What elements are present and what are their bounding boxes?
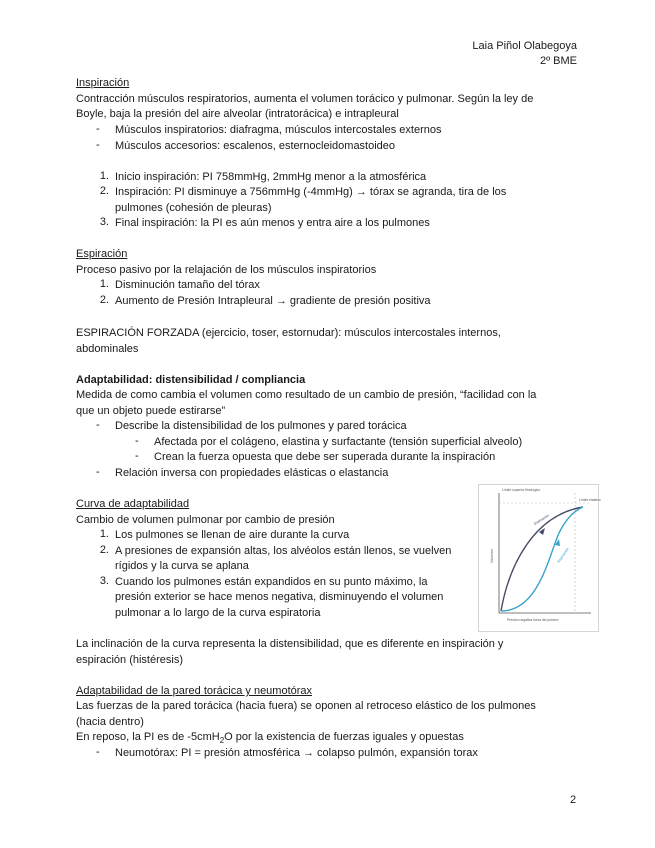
list-number: 1. xyxy=(99,170,109,182)
paragraph-line: Las fuerzas de la pared torácica (hacia fuera) se oponen al retroceso elástico de los pulmones xyxy=(76,700,536,712)
sub-bullet-item: Crean la fuerza opuesta que debe ser superada durante la inspiración xyxy=(154,451,496,463)
author-name: Laia Piñol Olabegoya xyxy=(472,40,577,52)
list-item: Disminución tamaño del tórax xyxy=(115,279,260,291)
compliance-curve-figure xyxy=(478,484,599,632)
page-number: 2 xyxy=(570,794,577,806)
section-title-adaptabilidad: Adaptabilidad: distensibilidad / compliancia xyxy=(76,374,306,386)
subscript-2: 2 xyxy=(219,736,225,746)
expiration-label: Espiración xyxy=(533,513,550,526)
compliance-curve-graphic xyxy=(479,485,601,631)
paragraph-line: ESPIRACIÓN FORZADA (ejercicio, toser, estornudar): músculos intercostales internos, xyxy=(76,327,501,339)
paragraph-line: que un objeto puede estirarse” xyxy=(76,405,226,417)
bullet-item: Músculos inspiratorios: diafragma, músculos intercostales externos xyxy=(115,124,442,136)
paragraph-line: abdominales xyxy=(76,343,139,355)
section-title-inspiracion: Inspiración xyxy=(76,77,130,89)
list-item: Inicio inspiración: PI 758mmHg, 2mmHg menor a la atmosférica xyxy=(115,171,427,183)
list-number: 2. xyxy=(99,294,109,306)
bullet-dash: - xyxy=(96,139,100,151)
course-label: 2º BME xyxy=(539,55,577,67)
bullet-item: Describe la distensibilidad de los pulmones y pared torácica xyxy=(115,420,407,432)
list-item: Los pulmones se llenan de aire durante la curva xyxy=(115,529,350,541)
list-item-continued: presión exterior se hace menos negativa, disminuyendo el volumen xyxy=(115,591,444,603)
bullet-item: Músculos accesorios: escalenos, esternocleidomastoideo xyxy=(115,140,396,152)
section-title-espiracion: Espiración xyxy=(76,248,128,260)
list-number: 3. xyxy=(99,575,109,587)
x-axis-label: Presión negativa fuera del pulmón xyxy=(507,618,559,622)
bullet-item: Neumotórax: PI = presión atmosférica → colapso pulmón, expansión torax xyxy=(115,747,478,759)
bullet-dash: - xyxy=(96,746,100,758)
sub-bullet-dash: - xyxy=(135,435,139,447)
list-item-continued: pulmonar a lo largo de la curva espiratoria xyxy=(115,607,321,619)
list-number: 3. xyxy=(99,216,109,228)
list-item: Inspiración: PI disminuye a 756mmHg (-4mmHg) → tórax se agranda, tira de los xyxy=(115,186,507,198)
rest-text-b: O por la existencia de fuerzas iguales y opuestas xyxy=(224,731,464,743)
list-number: 2. xyxy=(99,185,109,197)
list-item: Cuando los pulmones están expandidos en su punto máximo, la xyxy=(115,576,428,588)
paragraph-line: Medida de como cambia el volumen como resultado de un cambio de presión, “facilidad con la xyxy=(76,389,537,401)
paragraph-line: (hacia dentro) xyxy=(76,716,144,728)
paragraph-line: Proceso pasivo por la relajación de los músculos inspiratorios xyxy=(76,264,377,276)
list-item: A presiones de expansión altas, los alvéolos están llenos, se vuelven xyxy=(115,545,452,557)
inspiration-label: Inspiración xyxy=(556,547,570,564)
list-item: Final inspiración: la PI es aún menos y entra aire a los pulmones xyxy=(115,217,430,229)
list-number: 1. xyxy=(99,528,109,540)
paragraph-line: La inclinación de la curva representa la distensibilidad, que es diferente en inspiración y xyxy=(76,638,504,650)
sub-bullet-item: Afectada por el colágeno, elastina y surfactante (tensión superficial alveolo) xyxy=(154,436,523,448)
inspiration-curve xyxy=(501,507,583,611)
rest-text-a: En reposo, la PI es de -5cmH xyxy=(76,731,220,743)
list-item-continued: rígidos y la curva se aplana xyxy=(115,560,249,572)
sub-bullet-dash: - xyxy=(135,450,139,462)
upper-limit-label: Límite superior fisiológico xyxy=(502,488,541,492)
bullet-item: Relación inversa con propiedades elásticas o elastancia xyxy=(115,467,389,479)
expiration-curve xyxy=(501,507,583,611)
bullet-dash: - xyxy=(96,123,100,135)
elastic-limit-label: Límite elástico xyxy=(579,498,601,502)
paragraph-line: espiración (histéresis) xyxy=(76,654,183,666)
paragraph-line: Boyle, baja la presión del aire alveolar (intratorácica) e intrapleural xyxy=(76,108,399,120)
bullet-dash: - xyxy=(96,419,100,431)
section-title-pared: Adaptabilidad de la pared torácica y neumotórax xyxy=(76,685,313,697)
paragraph-line: Contracción músculos respiratorios, aumenta el volumen torácico y pulmonar. Según la ley de xyxy=(76,93,534,105)
list-number: 2. xyxy=(99,544,109,556)
bullet-dash: - xyxy=(96,466,100,478)
y-axis-label: Volumen xyxy=(490,549,494,563)
section-title-curva: Curva de adaptabilidad xyxy=(76,498,190,510)
list-number: 1. xyxy=(99,278,109,290)
list-item-continued: pulmones (cohesión de pleuras) xyxy=(115,202,272,214)
list-item: Aumento de Presión Intrapleural → gradiente de presión positiva xyxy=(115,295,431,307)
paragraph-line: Cambio de volumen pulmonar por cambio de presión xyxy=(76,514,335,526)
